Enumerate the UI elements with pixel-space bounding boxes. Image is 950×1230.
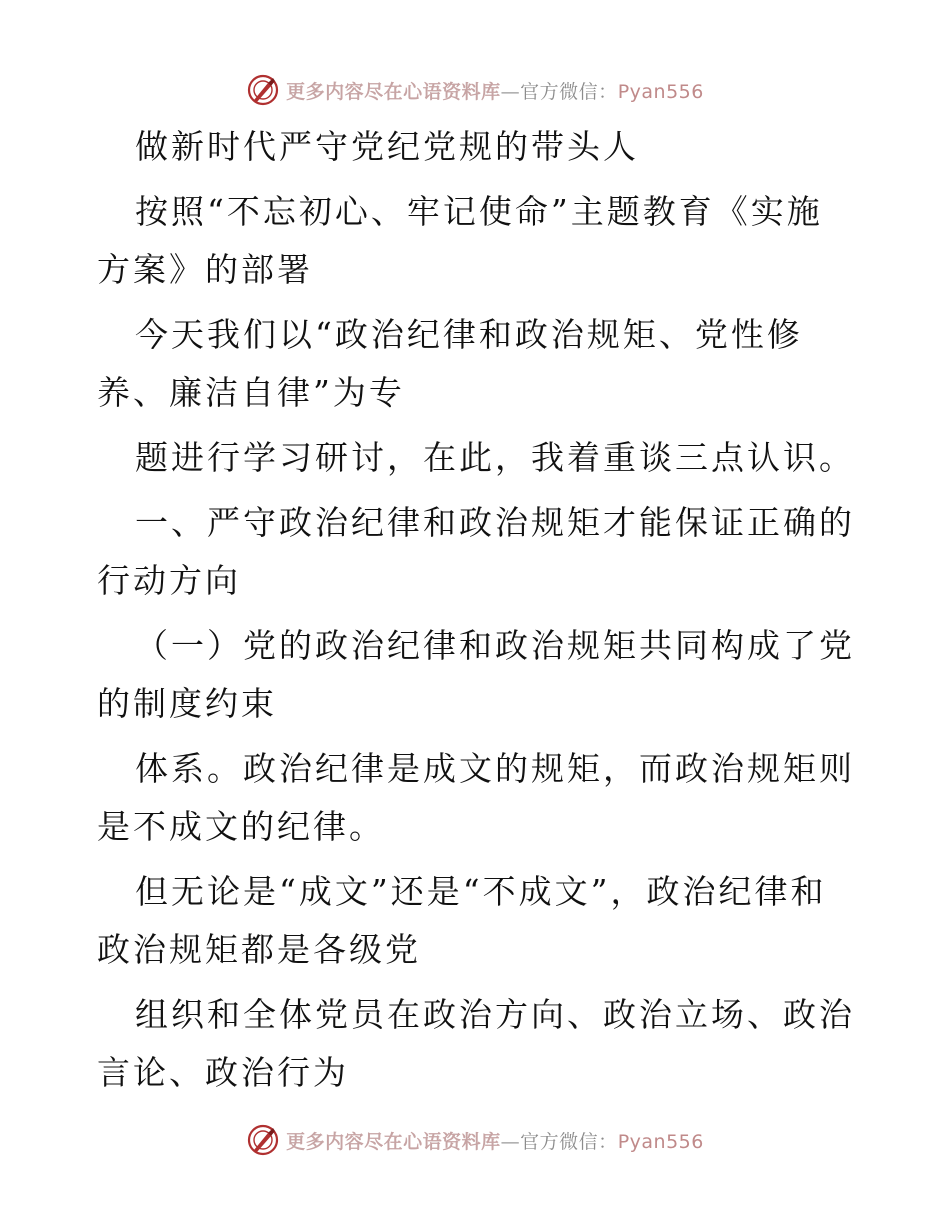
watermark-wechat-id: Pyan556 bbox=[617, 80, 704, 103]
paragraph: 今天我们以“政治纪律和政治规矩、党性修养、廉洁自律”为专 bbox=[97, 315, 803, 412]
watermark-text bbox=[286, 1127, 704, 1154]
watermark-site-text: 更多内容尽在心语资料库 bbox=[286, 80, 501, 103]
watermark-dash: — bbox=[500, 80, 521, 103]
watermark-site-text: 更多内容尽在心语资料库 bbox=[286, 1130, 501, 1153]
header-watermark bbox=[0, 70, 950, 110]
watermark-dash: — bbox=[500, 1130, 521, 1153]
footer-watermark bbox=[0, 1120, 950, 1160]
watermark-wechat-label: 官方微信： bbox=[520, 1130, 618, 1153]
section-heading: 一、严守政治纪律和政治规矩才能保证正确的行动方向 bbox=[97, 503, 855, 600]
paragraph: 按照“不忘初心、牢记使命”主题教育《实施方案》的部署 bbox=[97, 192, 823, 289]
paragraph: 但无论是“成文”还是“不成文”，政治纪律和政治规矩都是各级党 bbox=[97, 872, 827, 969]
paragraph: 体系。政治纪律是成文的规矩，而政治规矩则是不成文的纪律。 bbox=[97, 749, 855, 846]
quill-logo-icon bbox=[246, 73, 280, 107]
watermark-text bbox=[286, 77, 704, 104]
subsection-heading: （一）党的政治纪律和政治规矩共同构成了党的制度约束 bbox=[97, 626, 855, 723]
watermark-wechat-id: Pyan556 bbox=[617, 1130, 704, 1153]
doc-title: 做新时代严守党纪党规的带头人 bbox=[135, 127, 639, 166]
watermark-wechat-label: 官方微信： bbox=[520, 80, 618, 103]
paragraph: 组织和全体党员在政治方向、政治立场、政治言论、政治行为 bbox=[97, 995, 855, 1092]
quill-logo-icon bbox=[246, 1123, 280, 1157]
document-body bbox=[97, 118, 857, 1109]
paragraph: 题进行学习研讨，在此，我着重谈三点认识。 bbox=[135, 438, 855, 477]
